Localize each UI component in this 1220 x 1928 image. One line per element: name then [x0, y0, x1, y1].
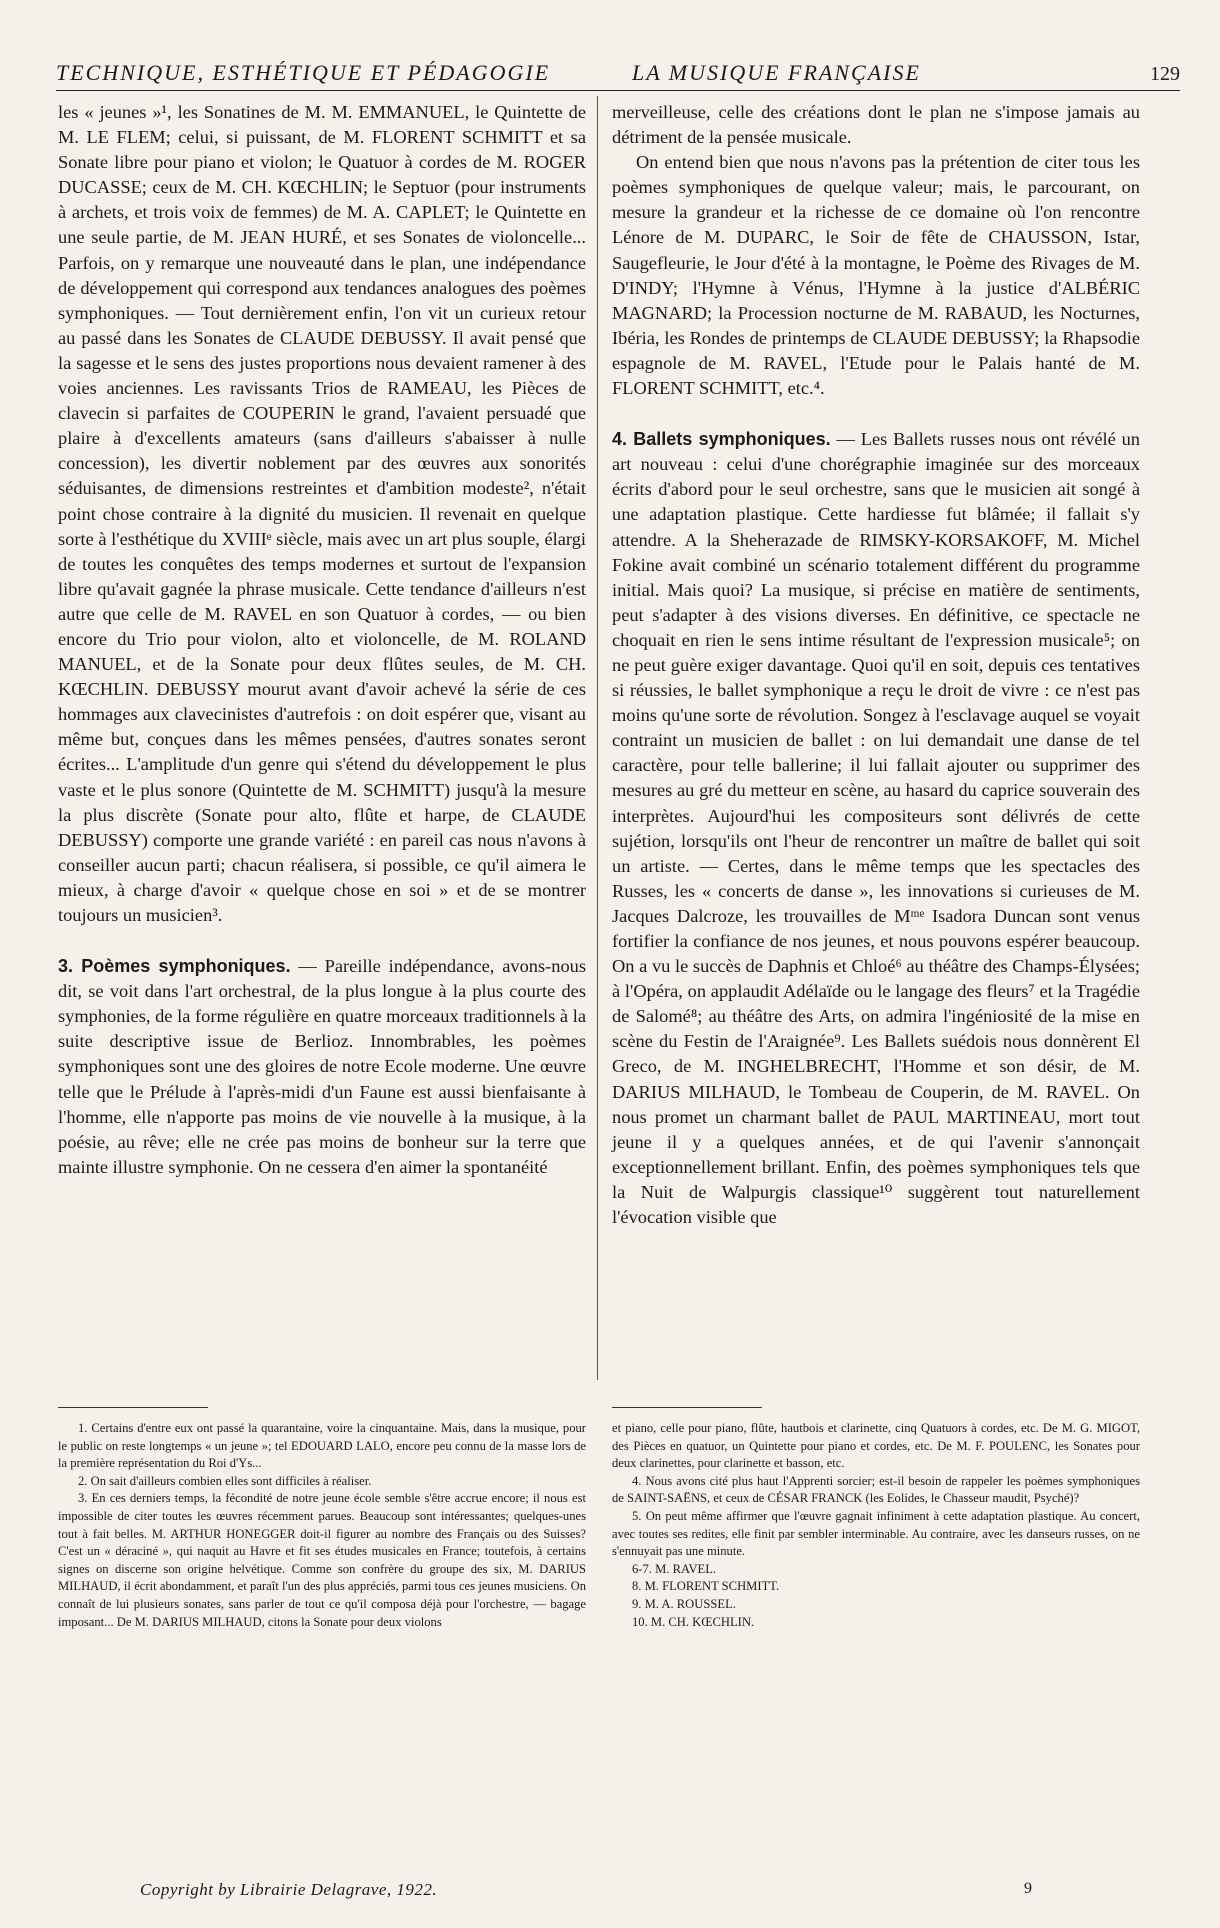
footnotes-left [58, 1420, 586, 1631]
right-column [612, 100, 1140, 1230]
paragraph-poemes-list: On entend bien que nous n'avons pas la prétention de citer tous les poèmes symphoniques de quelque valeur; mais, le parcourant, on mesure la grandeur et la richesse de ce domaine où l'on rencontre Lénore de M. DUPARC, le Soir de fête de CHAUSSON, Istar, Saugefleurie, le Jour d'été à la montagne, le Poème des Rivages de M. D'INDY; l'Hymne à Vénus, l'Hymne à la justice d'ALBÉRIC MAGNARD; la Procession nocturne de M. RABAUD, les Nocturnes, Ibéria, les Rondes de printemps de CLAUDE DEBUSSY; la Rhapsodie espagnole de M. RAVEL, l'Etude pour le Palais hanté de M. FLORENT SCHMITT, etc.⁴. [612, 152, 1140, 399]
header-rule [56, 90, 1180, 91]
page-number: 129 [1150, 63, 1180, 85]
copyright-line: Copyright by Librairie Delagrave, 1922. [140, 1880, 438, 1899]
section-heading-4: 4. Ballets symphoniques. [612, 429, 831, 450]
section-heading-3: 3. Poèmes symphoniques. [58, 956, 291, 977]
footnote-9: 9. M. A. ROUSSEL. [632, 1596, 736, 1611]
footnote-rule-right [612, 1407, 762, 1408]
footnote-rule-left [58, 1407, 208, 1408]
footnote-3: 3. En ces derniers temps, la fécondité de notre jeune école semble s'être accrue encore; il nous est impossible de citer toutes les œuvres récemment parues. Beaucoup sont intéressantes; quelques-unes tout à fait belles. M. ARTHUR HONEGGER doit-il figurer au nombre des Français ou des Suisses? C'est un « déraciné », qui naquit au Havre et fit ses études musicales en France; toutefois, à certains signes on discerne son origine helvétique. Comme son confrère du groupe des six, M. DARIUS MILHAUD, il écrit abondamment, et paraît l'un des plus appréciés, parmi tous ces jeunes musiciens. On connaît de lui plusieurs sonates, sans parler de tout ce qu'il composa déjà pour l'orchestre, — bagage imposant... De M. DARIUS MILHAUD, citons la Sonate pour deux violons [58, 1491, 586, 1629]
running-head-left: TECHNIQUE, ESTHÉTIQUE ET PÉDAGOGIE [56, 60, 551, 85]
column-divider [597, 96, 598, 1380]
footnote-3-continued: et piano, celle pour piano, flûte, hautbois et clarinette, cinq Quatuors à cordes, etc. De M. G. MIGOT, des Pièces en quatuor, un Quintette pour piano et cordes, etc. De M. F. POULENC, les Sonates pour deux clarinettes, pour clarinette et basson, etc. [612, 1421, 1140, 1471]
paragraph-continuation: merveilleuse, celle des créations dont le plan ne s'impose jamais au détriment de la pensée musicale. [612, 102, 1140, 148]
paragraph-ballets-body: — Les Ballets russes nous ont révélé un art nouveau : celui d'une chorégraphie imaginée sur des morceaux écrits d'abord pour le seul orchestre, sans que le musicien ait songé à une adaptation plastique. Cette hardiesse fut blâmée; il fallait s'y attendre. A la Sheherazade de RIMSKY-KORSAKOFF, M. Michel Fokine avait combiné un scénario totalement différent du programme initial. Mais quoi? La musique, si précise en matière de sentiments, peut s'adapter à des visions diverses. En définitive, ce spectacle ne choquait en rien le sens intime résultant de l'expression musicale⁵; on ne peut guère exiger davantage. Quoi qu'il en soit, depuis ces tentatives si réussies, le ballet symphonique a reçu le droit de vivre : ce n'est pas moins qu'une sorte de révolution. Songez à l'esclavage auquel se voyait contraint un musicien de ballet : on lui demandait une danse de tel caractère, pour telle ballerine; il lui fallait ajouter ou supprimer des mesures au gré du metteur en scène, au hasard du caprice souverain des interprètes. Aujourd'hui les compositeurs sont délivrés de cette sujétion, lorsqu'ils ont l'heur de rencontrer un maître de ballet qui soit un artiste. — Certes, dans le même temps que les spectacles des Russes, les « concerts de danse », les innovations si curieuses de M. Jacques Dalcroze, les trouvailles de Mᵐᵉ Isadora Duncan sont venus fortifier la confiance de nos jeunes, et nous pouvons espérer beaucoup. On a vu le succès de Daphnis et Chloé⁶ au théâtre des Champs-Élysées; à l'Opéra, on applaudit Adélaïde ou le langage des fleurs⁷ et la Tragédie de Salomé⁸; au théâtre des Arts, on admira l'ingéniosité de la mise en scène du Festin de l'Araignée⁹. Les Ballets suédois nous donnèrent El Greco, de M. INGHELBRECHT, l'Homme et son désir, de M. DARIUS MILHAUD, le Tombeau de Couperin, de M. RAVEL. On nous promet un charmant ballet de PAUL MARTINEAU, mort tout jeune il y a quelques années, et de qui l'avenir s'annonçait exceptionnellement brillant. Enfin, des poèmes symphoniques tels que la Nuit de Walpurgis classique¹⁰ suggèrent tout naturellement l'évocation visible que [612, 429, 1140, 1228]
footnote-8: 8. M. FLORENT SCHMITT. [632, 1579, 780, 1594]
paragraph-poemes-body: — Pareille indépendance, avons-nous dit, se voit dans l'art orchestral, de la plus longue à la plus courte des symphonies, de la forme régulière en quatre morceaux traditionnels à la suite descriptive issue de Berlioz. Innombrables, les poèmes symphoniques sont une des gloires de notre Ecole moderne. Une œuvre telle que le Prélude à l'après-midi d'un Faune est aussi bienfaisante à l'homme, elle n'apporte pas moins de vie nouvelle à la musique, à la poésie, au rêve; elle ne crée pas moins de bonheur sur la terre que mainte illustre symphonie. On ne cessera d'en aimer la spontanéité [58, 956, 586, 1177]
running-head-center: LA MUSIQUE FRANÇAISE [632, 60, 921, 85]
footnote-4: 4. Nous avons cité plus haut l'Apprenti sorcier; est-il besoin de rappeler les poèmes symphoniques de SAINT-SAËNS, et ceux de CÉSAR FRANCK (les Eolides, le Chasseur maudit, Psyché)? [612, 1473, 1140, 1506]
footnote-5: 5. On peut même affirmer que l'œuvre gagnait infiniment à cette adaptation plastique. Au concert, avec toutes ses redites, elle finit par sembler interminable. Au contraire, avec les danseurs russes, on ne s'ennuyait pas une minute. [612, 1508, 1140, 1559]
footnote-6-7: 6-7. M. RAVEL. [632, 1561, 717, 1576]
footnote-10: 10. M. CH. KŒCHLIN. [632, 1614, 755, 1629]
left-column [58, 100, 586, 1180]
signature-mark: 9 [1024, 1880, 1032, 1897]
footnote-1: 1. Certains d'entre eux ont passé la quarantaine, voire la cinquantaine. Mais, dans la musique, pour le public on reste longtemps « un jeune »; tel EDOUARD LALO, encore peu connu de la masse lors de la première représentation du Roi d'Ys... [58, 1421, 586, 1471]
paragraph-sonatas: les « jeunes »¹, les Sonatines de M. M. EMMANUEL, le Quintette de M. LE FLEM; celui, si puissant, de M. FLORENT SCHMITT et sa Sonate libre pour piano et violon; le Quatuor à cordes de M. ROGER DUCASSE; ceux de M. CH. KŒCHLIN; le Septuor (pour instruments à archets, et trois voix de femmes) de M. A. CAPLET; le Quintette en une seule partie, de M. JEAN HURÉ, et ses Sonates de violoncelle... Parfois, on y remarque une nouveauté dans le plan, une indépendance de développement qui correspond aux tendances analogues des poèmes symphoniques. — Tout dernièrement enfin, l'on vit un curieux retour au passé dans les Sonates de CLAUDE DEBUSSY. Il avait pensé que la sagesse et le sens des justes proportions nous devaient ramener à des voies anciennes. Les ravissants Trios de RAMEAU, les Pièces de clavecin si parfaites de COUPERIN le grand, l'avaient persuadé que plaire à d'excellents amateurs (sans d'ailleurs s'abaisser à nulle concession), les divertir noblement par des œuvres aux sonorités séduisantes, de dimensions restreintes et d'ambition modeste², n'était point chose contraire à la dignité du musicien. Il revenait en quelque sorte à l'esthétique du XVIIIᵉ siècle, mais avec un art plus souple, élargi de toutes les conquêtes des temps modernes et surtout de l'expansion libre qu'avait gagnée la phrase musicale. Cette tendance d'ailleurs n'est autre que celle de M. RAVEL en son Quatuor à cordes, — ou bien encore du Trio pour violon, alto et violoncelle, de M. ROLAND MANUEL, et de la Sonate pour deux flûtes seules, de M. CH. KŒCHLIN. DEBUSSY mourut avant d'avoir achevé la série de ces hommages aux clavecinistes d'autrefois : on doit espérer que, visant au même but, conçues dans les mêmes pensées, d'autres sonates seront écrites... L'amplitude d'un genre qui s'étend du développement le plus vaste et le plus sonore (Quintette de M. SCHMITT) jusqu'à la mesure la plus discrète (Sonate pour alto, flûte et harpe, de CLAUDE DEBUSSY) comporte une grande variété : en pareil cas nous n'avons à conseiller aucun parti; chacun réalisera, si possible, ce qu'il aimera le mieux, à charge d'avoir « quelque chose en soi » et de se montrer toujours un musicien³. [58, 102, 586, 925]
footnotes-right [612, 1420, 1140, 1631]
running-head [56, 60, 1180, 90]
footnote-2: 2. On sait d'ailleurs combien elles sont difficiles à réaliser. [78, 1473, 372, 1488]
